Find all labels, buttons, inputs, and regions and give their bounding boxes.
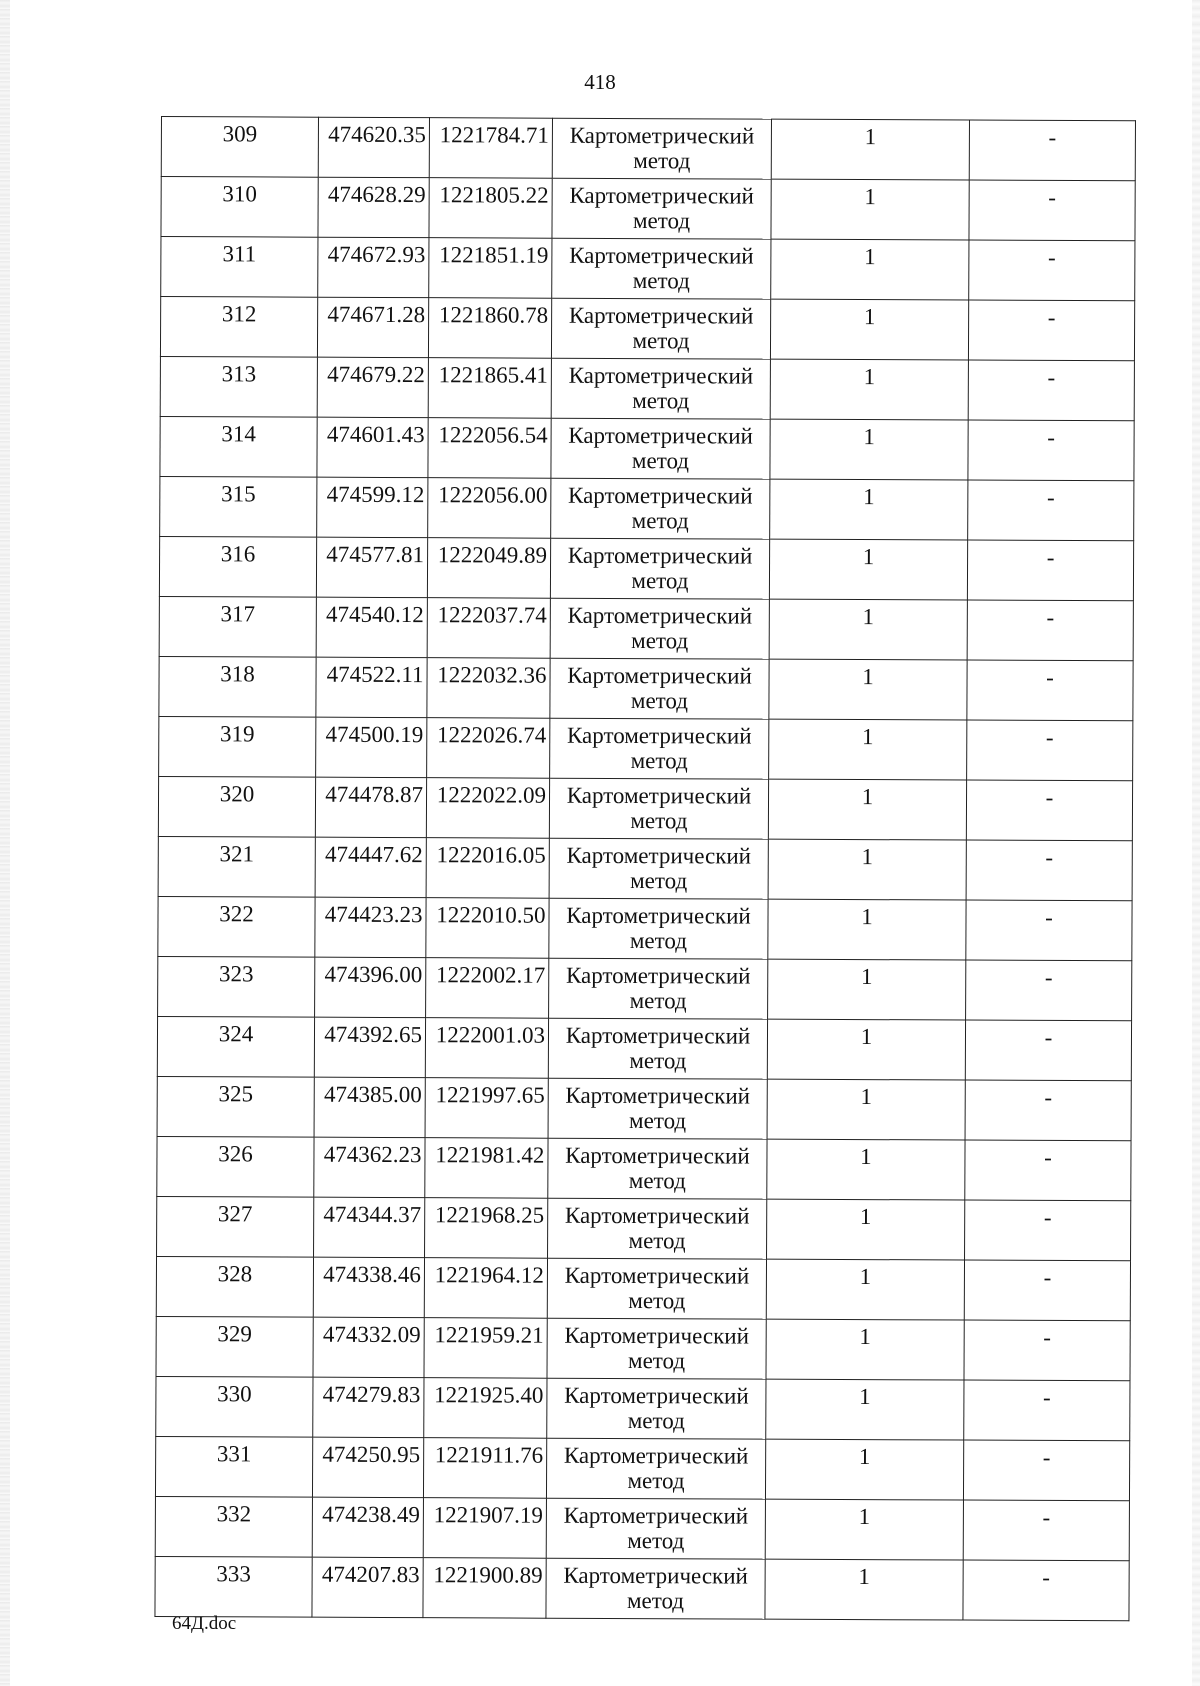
method-cell: [550, 658, 769, 719]
accuracy-cell: 1: [770, 479, 968, 540]
table-row: [159, 596, 1133, 660]
point-number-cell: 314: [160, 416, 317, 477]
y-coordinate-cell: 1222056.00: [428, 478, 551, 539]
x-coordinate-cell: 474332.09: [313, 1317, 424, 1377]
method-cell: [550, 718, 769, 779]
accuracy-cell: 1: [767, 1139, 965, 1200]
accuracy-cell: 1: [770, 419, 968, 480]
table-row: [156, 1316, 1130, 1380]
method-cell: [547, 1258, 766, 1319]
note-cell: -: [968, 300, 1134, 361]
method-name-line2: метод: [629, 988, 687, 1014]
x-coordinate-cell: 474599.12: [317, 477, 428, 537]
coordinates-table: [154, 116, 1136, 1621]
note-cell: -: [964, 1260, 1130, 1321]
x-coordinate-cell: 474344.37: [314, 1197, 425, 1257]
note-cell: -: [968, 480, 1134, 541]
method-cell: [546, 1498, 765, 1559]
method-name-line2: метод: [631, 568, 689, 594]
accuracy-cell: 1: [767, 1079, 965, 1140]
x-coordinate-cell: 474207.83: [312, 1557, 423, 1617]
accuracy-cell: 1: [771, 179, 969, 240]
method-name-line1: Картометрический: [566, 902, 751, 929]
y-coordinate-cell: 1221784.71: [429, 118, 552, 179]
point-number-cell: 324: [157, 1016, 314, 1077]
x-coordinate-cell: 474628.29: [318, 177, 429, 237]
method-name-line2: метод: [628, 1288, 686, 1314]
method-name-line2: метод: [627, 1468, 685, 1494]
point-number-cell: 332: [155, 1496, 312, 1557]
method-name-line2: метод: [628, 1228, 686, 1254]
accuracy-cell: 1: [769, 659, 967, 720]
method-cell: [547, 1318, 766, 1379]
note-cell: -: [969, 240, 1135, 301]
accuracy-cell: 1: [769, 719, 967, 780]
method-cell: [552, 178, 771, 239]
note-cell: -: [967, 540, 1133, 601]
method-name-line2: метод: [626, 1588, 685, 1614]
method-name-line2: метод: [629, 1108, 687, 1134]
accuracy-cell: 1: [769, 599, 967, 660]
point-number-cell: 326: [157, 1136, 314, 1197]
x-coordinate-cell: 474392.65: [314, 1017, 425, 1077]
x-coordinate-cell: 474447.62: [315, 837, 426, 897]
method-cell: [549, 838, 768, 899]
x-coordinate-cell: 474423.23: [315, 897, 426, 957]
method-name-line1: Картометрический: [568, 362, 754, 389]
method-cell: [546, 1438, 765, 1499]
table-body: [155, 117, 1136, 1621]
point-number-cell: 315: [160, 476, 317, 537]
x-coordinate-cell: 474522.11: [316, 657, 427, 717]
method-cell: [547, 1378, 766, 1439]
note-cell: -: [964, 1320, 1130, 1381]
x-coordinate-cell: 474679.22: [317, 357, 428, 417]
method-name-line1: Картометрический: [565, 962, 751, 989]
y-coordinate-cell: 1222026.74: [427, 718, 550, 779]
x-coordinate-cell: 474540.12: [316, 597, 427, 657]
table-row: [160, 416, 1134, 480]
table-row: [155, 1556, 1129, 1620]
method-cell: [552, 118, 771, 179]
point-number-cell: 317: [159, 596, 316, 657]
method-name-line1: Картометрический: [564, 1262, 750, 1289]
method-cell: [551, 358, 770, 419]
accuracy-cell: 1: [769, 539, 967, 600]
table-row: [155, 1436, 1129, 1500]
method-name-line1: Картометрический: [569, 182, 754, 209]
point-number-cell: 333: [155, 1556, 312, 1617]
method-name-line1: Картометрический: [564, 1322, 749, 1349]
y-coordinate-cell: 1222002.17: [426, 958, 549, 1019]
note-cell: -: [966, 960, 1132, 1021]
accuracy-cell: 1: [770, 359, 968, 420]
y-coordinate-cell: 1221860.78: [428, 298, 551, 359]
y-coordinate-cell: 1222056.54: [428, 418, 551, 479]
method-name-line2: метод: [630, 688, 689, 714]
method-name-line2: метод: [630, 808, 688, 834]
table-row: [160, 356, 1134, 420]
method-name-line2: метод: [627, 1408, 685, 1434]
note-cell: -: [967, 720, 1133, 781]
x-coordinate-cell: 474250.95: [312, 1437, 423, 1497]
method-name-line2: метод: [631, 508, 689, 534]
point-number-cell: 313: [160, 356, 317, 417]
method-cell: [549, 898, 768, 959]
note-cell: -: [968, 360, 1134, 421]
point-number-cell: 331: [155, 1436, 312, 1497]
point-number-cell: 318: [159, 656, 316, 717]
point-number-cell: 328: [156, 1256, 313, 1317]
x-coordinate-cell: 474362.23: [314, 1137, 425, 1197]
accuracy-cell: 1: [770, 299, 968, 360]
accuracy-cell: 1: [766, 1379, 964, 1440]
method-cell: [551, 478, 770, 539]
point-number-cell: 316: [159, 536, 316, 597]
y-coordinate-cell: 1221959.21: [424, 1318, 547, 1379]
note-cell: -: [968, 420, 1134, 481]
point-number-cell: 327: [157, 1196, 314, 1257]
point-number-cell: 323: [158, 956, 315, 1017]
table-row: [156, 1256, 1130, 1320]
method-name-line2: метод: [628, 1168, 686, 1194]
table-row: [160, 297, 1134, 361]
method-name-line1: Картометрический: [568, 482, 753, 509]
accuracy-cell: 1: [765, 1559, 963, 1620]
point-number-cell: 312: [160, 297, 317, 358]
y-coordinate-cell: 1221968.25: [425, 1198, 548, 1259]
x-coordinate-cell: 474500.19: [316, 717, 427, 777]
method-cell: [549, 778, 768, 839]
method-cell: [551, 298, 770, 359]
point-number-cell: 319: [159, 716, 316, 777]
y-coordinate-cell: 1221805.22: [429, 178, 552, 239]
table-row: [161, 237, 1135, 301]
accuracy-cell: 1: [768, 839, 966, 900]
x-coordinate-cell: 474238.49: [312, 1497, 423, 1557]
accuracy-cell: 1: [768, 959, 966, 1020]
method-cell: [548, 1018, 767, 1079]
accuracy-cell: 1: [771, 119, 969, 180]
point-number-cell: 309: [161, 117, 318, 178]
table-row: [157, 1076, 1131, 1140]
y-coordinate-cell: 1221997.65: [425, 1078, 548, 1139]
method-name-line1: Картометрический: [563, 1502, 749, 1529]
method-cell: [550, 538, 769, 599]
method-name-line1: Картометрический: [568, 422, 753, 449]
y-coordinate-cell: 1221981.42: [425, 1138, 548, 1199]
y-coordinate-cell: 1222037.74: [427, 598, 550, 659]
x-coordinate-cell: 474601.43: [317, 417, 428, 477]
method-name-line2: метод: [630, 748, 688, 774]
method-name-line1: Картометрический: [563, 1442, 749, 1469]
point-number-cell: 322: [158, 896, 315, 957]
x-coordinate-cell: 474385.00: [314, 1077, 425, 1137]
note-cell: -: [963, 1500, 1129, 1561]
method-name-line1: Картометрический: [566, 842, 752, 869]
note-cell: -: [966, 900, 1132, 961]
method-name-line2: метод: [632, 388, 690, 414]
x-coordinate-cell: 474396.00: [315, 957, 426, 1017]
method-cell: [546, 1558, 765, 1619]
method-cell: [548, 1138, 767, 1199]
y-coordinate-cell: 1222010.50: [426, 898, 549, 959]
method-name-line1: Картометрический: [567, 662, 752, 689]
y-coordinate-cell: 1222001.03: [425, 1018, 548, 1079]
note-cell: -: [963, 1560, 1129, 1621]
method-name-line1: Картометрический: [566, 722, 752, 749]
method-name-line1: Картометрический: [568, 302, 754, 329]
method-name-line2: метод: [631, 448, 690, 474]
method-name-line1: Картометрический: [564, 1382, 749, 1409]
point-number-cell: 330: [156, 1376, 313, 1437]
method-name-line2: метод: [629, 928, 687, 954]
accuracy-cell: 1: [765, 1439, 963, 1500]
note-cell: -: [965, 1140, 1131, 1201]
y-coordinate-cell: 1221900.89: [423, 1558, 546, 1619]
table-row: [155, 1496, 1129, 1560]
table-row: [160, 476, 1134, 540]
x-coordinate-cell: 474577.81: [316, 537, 427, 597]
x-coordinate-cell: 474478.87: [315, 777, 426, 837]
method-name-line1: Картометрический: [565, 1022, 751, 1049]
point-number-cell: 329: [156, 1316, 313, 1377]
method-name-line1: Картометрический: [566, 782, 752, 809]
table-row: [156, 1376, 1130, 1440]
accuracy-cell: 1: [768, 779, 966, 840]
table-row: [161, 177, 1135, 241]
method-name-line2: метод: [627, 1348, 686, 1374]
accuracy-cell: 1: [765, 1499, 963, 1560]
y-coordinate-cell: 1222049.89: [427, 538, 550, 599]
accuracy-cell: 1: [766, 1259, 964, 1320]
note-cell: -: [967, 600, 1133, 661]
table-row: [157, 1016, 1131, 1080]
table-row: [158, 896, 1132, 960]
table-row: [158, 836, 1132, 900]
y-coordinate-cell: 1221925.40: [424, 1378, 547, 1439]
y-coordinate-cell: 1222016.05: [426, 838, 549, 899]
x-coordinate-cell: 474620.35: [318, 117, 429, 177]
accuracy-cell: 1: [766, 1319, 964, 1380]
note-cell: -: [966, 840, 1132, 901]
method-cell: [551, 418, 770, 479]
method-name-line1: Картометрический: [567, 542, 753, 569]
file-name-footer: 64Д.doc: [172, 1613, 237, 1634]
point-number-cell: 320: [158, 776, 315, 837]
note-cell: -: [969, 120, 1135, 181]
method-name-line1: Картометрический: [565, 1142, 750, 1169]
y-coordinate-cell: 1221907.19: [423, 1498, 546, 1559]
accuracy-cell: 1: [771, 239, 969, 300]
method-name-line2: метод: [632, 328, 690, 354]
note-cell: -: [965, 1080, 1131, 1141]
y-coordinate-cell: 1221851.19: [429, 238, 552, 299]
point-number-cell: 321: [158, 836, 315, 897]
note-cell: -: [965, 1200, 1131, 1261]
x-coordinate-cell: 474671.28: [317, 297, 428, 357]
y-coordinate-cell: 1221964.12: [424, 1258, 547, 1319]
x-coordinate-cell: 474672.93: [318, 237, 429, 297]
method-name-line1: Картометрический: [564, 1202, 750, 1229]
note-cell: -: [963, 1440, 1129, 1501]
note-cell: -: [969, 180, 1135, 241]
method-name-line1: Картометрический: [569, 122, 755, 149]
point-number-cell: 325: [157, 1076, 314, 1137]
note-cell: -: [966, 780, 1132, 841]
method-name-line2: метод: [632, 268, 690, 294]
point-number-cell: 310: [161, 177, 318, 238]
table-row: [158, 956, 1132, 1020]
table-row: [157, 1136, 1131, 1200]
x-coordinate-cell: 474338.46: [313, 1257, 424, 1317]
method-name-line1: Картометрический: [567, 602, 753, 629]
y-coordinate-cell: 1221911.76: [423, 1438, 546, 1499]
method-name-line1: Картометрический: [569, 242, 754, 269]
y-coordinate-cell: 1221865.41: [428, 358, 551, 419]
table-row: [159, 656, 1133, 720]
y-coordinate-cell: 1222022.09: [426, 778, 549, 839]
scan-left-edge: [0, 0, 10, 1686]
method-cell: [548, 1078, 767, 1139]
note-cell: -: [964, 1380, 1130, 1441]
page-number: 418: [584, 70, 616, 94]
accuracy-cell: 1: [767, 1019, 965, 1080]
method-name-line1: Картометрический: [565, 1082, 751, 1109]
note-cell: -: [965, 1020, 1131, 1081]
accuracy-cell: 1: [768, 899, 966, 960]
method-name-line2: метод: [633, 148, 691, 174]
x-coordinate-cell: 474279.83: [313, 1377, 424, 1437]
method-name-line2: метод: [630, 868, 688, 894]
accuracy-cell: 1: [767, 1199, 965, 1260]
table-row: [161, 117, 1135, 181]
method-name-line2: метод: [627, 1528, 685, 1554]
scan-right-edge: [1192, 0, 1200, 1686]
method-name-line2: метод: [629, 1048, 687, 1074]
table-row: [158, 776, 1132, 840]
table-row: [159, 716, 1133, 780]
method-cell: [548, 1198, 767, 1259]
table-row: [159, 536, 1133, 600]
method-name-line1: Картометрический: [563, 1562, 748, 1589]
method-name-line2: метод: [632, 208, 691, 234]
method-cell: [549, 958, 768, 1019]
y-coordinate-cell: 1222032.36: [427, 658, 550, 719]
method-name-line2: метод: [631, 628, 689, 654]
method-cell: [552, 238, 771, 299]
point-number-cell: 311: [161, 237, 318, 298]
note-cell: -: [967, 660, 1133, 721]
table-row: [157, 1196, 1131, 1260]
method-cell: [550, 598, 769, 659]
